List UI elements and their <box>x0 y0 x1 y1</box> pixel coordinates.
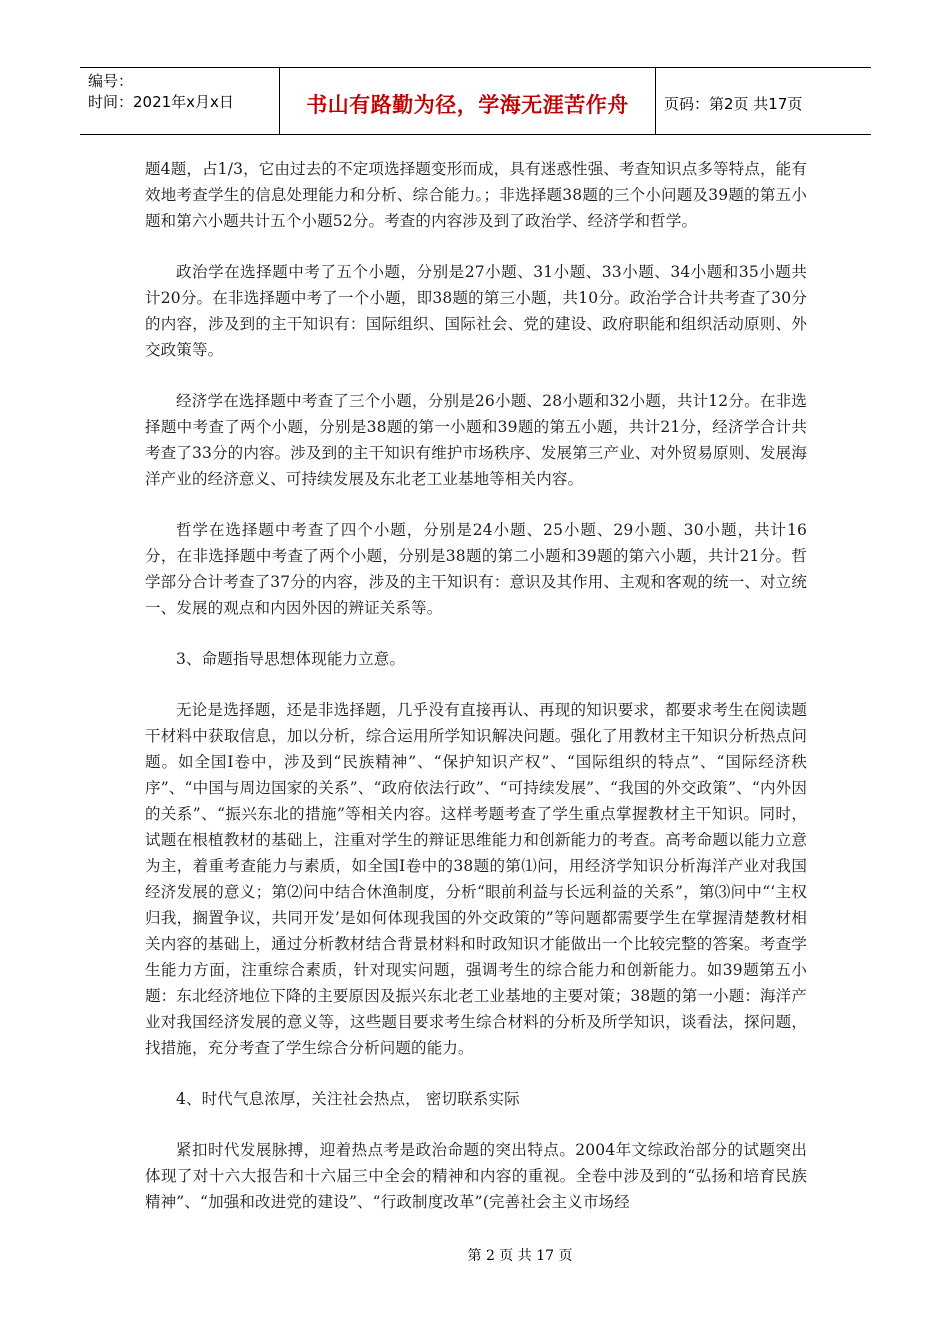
paragraph-3: 经济学在选择题中考查了三个小题，分别是26小题、28小题和32小题，共计12分。在非选择题中考查了两个小题，分别是38题的第一小题和39题的第五小题，共计21分，经济学合计共考查了33分的内容。涉及到的主干知识有维护市场秩序、发展第三产业、对外贸易原则、发展海洋产业的经济意义、可持续发展及东北老工业基地等相关内容。 <box>145 392 807 488</box>
paragraph-5: 无论是选择题，还是非选择题，几乎没有直接再认、再现的知识要求，都要求考生在阅读题干材料中获取信息，加以分析，综合运用所学知识解决问题。强化了用教材主干知识分析热点问题。如全国Ⅰ卷中，涉及到“民族精神”、“保护知识产权”、“国际组织的特点”、“国际经济秩序”、“中国与周边国家的关系”、“政府依法行政”、“可持续发展”、“我国的外交政策”、“内外因的关系”、“振兴东北的措施”等相关内容。这样考题考查了学生重点掌握教材主干知识。同时，试题在根植教材的基础上，注重对学生的辩证思维能力和创新能力的考查。高考命题以能力立意为主，着重考查能力与素质，如全国Ⅰ卷中的38题的第⑴问，用经济学知识分析海洋产业对我国经济发展的意义；第⑵问中结合休渔制度，分析“眼前利益与长远利益的关系”，第⑶问中“‘主权归我，搁置争议，共同开发’是如何体现我国的外交政策的”等问题都需要学生在掌握清楚教材相关内容的基础上，通过分析教材结合背景材料和时政知识才能做出一个比较完整的答案。考查学生能力方面，注重综合素质，针对现实问题，强调考生的综合能力和创新能力。如39题第五小题：东北经济地位下降的主要原因及振兴东北老工业基地的主要对策；38题的第一小题：海洋产业对我国经济发展的意义等，这些题目要求考生综合材料的分析及所学知识，谈看法，探问题，找措施，充分考查了学生综合分析问题的能力。 <box>145 701 807 1057</box>
section-heading-3: 3、命题指导思想体现能力立意。 <box>176 650 406 668</box>
section-heading-4: 4、时代气息浓厚，关注社会热点， 密切联系实际 <box>176 1090 520 1108</box>
paragraph-6: 紧扣时代发展脉搏，迎着热点考是政治命题的突出特点。2004年文综政治部分的试题突出体现了对十六大报告和十六届三中全会的精神和内容的重视。全卷中涉及到的“弘扬和培育民族精神”、“加强和改进党的建设”、“行政制度改革”(完善社会主义市场经 <box>145 1141 807 1211</box>
paragraph-1: 题4题，占1/3，它由过去的不定项选择题变形而成，具有迷惑性强、考查知识点多等特点，能有效地考查学生的信息处理能力和分析、综合能力。；非选择题38题的三个小问题及39题的第五小题和第六小题共计五个小题52分。考查的内容涉及到了政治学、经济学和哲学。 <box>145 160 807 230</box>
paragraph-2: 政治学在选择题中考了五个小题，分别是27小题、31小题、33小题、34小题和35小题共计20分。在非选择题中考了一个小题，即38题的第三小题，共10分。政治学合计共考查了30分的内容，涉及到的主干知识有：国际组织、国际社会、党的建设、政府职能和组织活动原则、外交政策等。 <box>145 263 807 359</box>
paragraph-4: 哲学在选择题中考查了四个小题，分别是24小题、25小题、29小题、30小题，共计16分，在非选择题中考查了两个小题，分别是38题的第二小题和39题的第六小题，共计21分。哲学部分合计考查了37分的内容，涉及的主干知识有：意识及其作用、主观和客观的统一、对立统一、发展的观点和内因外因的辨证关系等。 <box>145 521 807 617</box>
document-body <box>145 156 807 1215</box>
document-time-label: 时间：2021年x月x日 <box>88 93 234 111</box>
document-number-label: 编号： <box>88 72 134 90</box>
header-motto: 书山有路勤为径，学海无涯苦作舟 <box>280 68 656 134</box>
page-header <box>80 67 871 135</box>
header-page-number: 页码：第2页 共17页 <box>664 94 803 113</box>
header-meta <box>80 68 280 134</box>
page-footer: 第 2 页 共 17 页 <box>467 1248 573 1264</box>
